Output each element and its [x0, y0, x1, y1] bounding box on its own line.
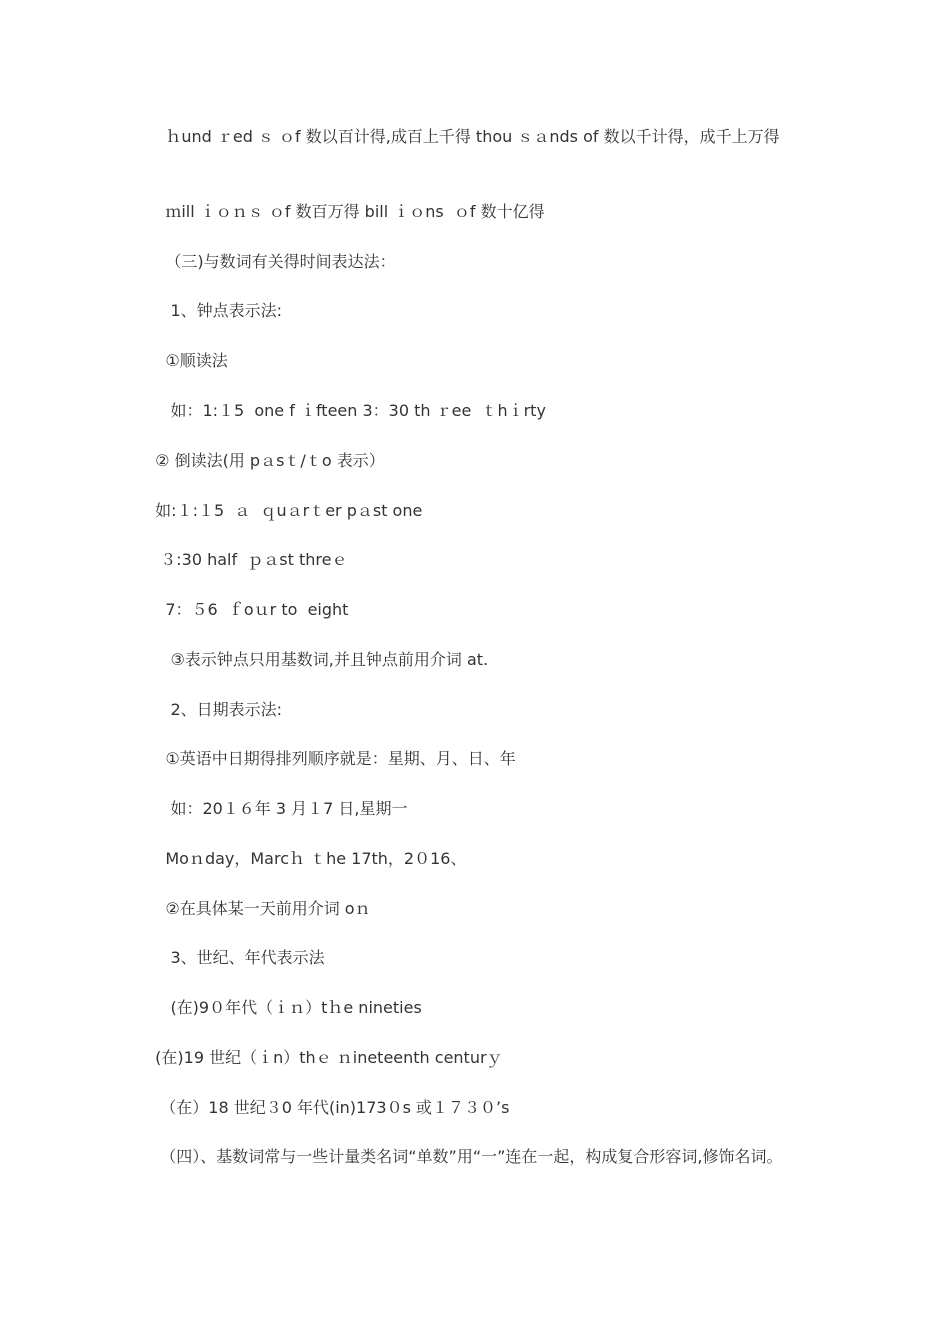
text-line-11: ③表示钟点只用基数词,并且钟点前用介词 at.	[145, 650, 489, 669]
text-line-14: 如：20１６年 3 月１7 日,星期一	[145, 799, 408, 818]
text-line-20: （在）18 世纪３0 年代(in)173０s 或１７３０’s	[145, 1098, 510, 1117]
text-line-2: ｍill ｉｏｎｓ ｏf 数百万得 bill ｉｏns ｏf 数十亿得	[145, 202, 545, 221]
text-line-8: 如:１:１5 ａ ｑuａrｔer pａst one	[145, 501, 423, 520]
text-line-9: ３:30 half ｐａst threｅ	[145, 550, 348, 569]
text-line-12: 2、日期表示法:	[145, 700, 283, 719]
text-line-1: ｈund ｒed ｓ ｏf 数以百计得,成百上千得 thou ｓａnds of 数以千计得，成千上万得	[145, 127, 780, 146]
text-line-21: （四）、基数词常与一些计量类名词“单数”用“一”连在一起，构成复合形容词,修饰名词。	[145, 1147, 783, 1166]
text-line-16: ②在具体某一天前用介词 oｎ	[145, 899, 371, 918]
text-line-4: 1、钟点表示法:	[145, 301, 283, 320]
text-line-18: (在)9０年代（ｉｎ）tｈe nineties	[145, 998, 422, 1017]
text-line-17: 3、世纪、年代表示法	[145, 948, 325, 967]
text-line-5: ①顺读法	[145, 351, 228, 370]
text-line-15: Moｎday，Marcｈ ｔhe 17th，2０16、	[145, 849, 467, 868]
text-line-13: ①英语中日期得排列顺序就是：星期、月、日、年	[145, 749, 516, 768]
text-line-3: （三)与数词有关得时间表达法：	[145, 252, 396, 271]
text-line-6: 如：1:１5 one f ｉfteen 3：30 th ｒee ｔhｉrty	[145, 401, 546, 420]
text-line-19: (在)19 世纪（ｉn）thｅ ｎineteenth centurｙ	[145, 1048, 503, 1067]
text-line-7: ② 倒读法(用 pａsｔ/ｔo 表示）	[145, 451, 385, 470]
text-line-10: 7：５6 ｆoｕr to eight	[145, 600, 349, 619]
